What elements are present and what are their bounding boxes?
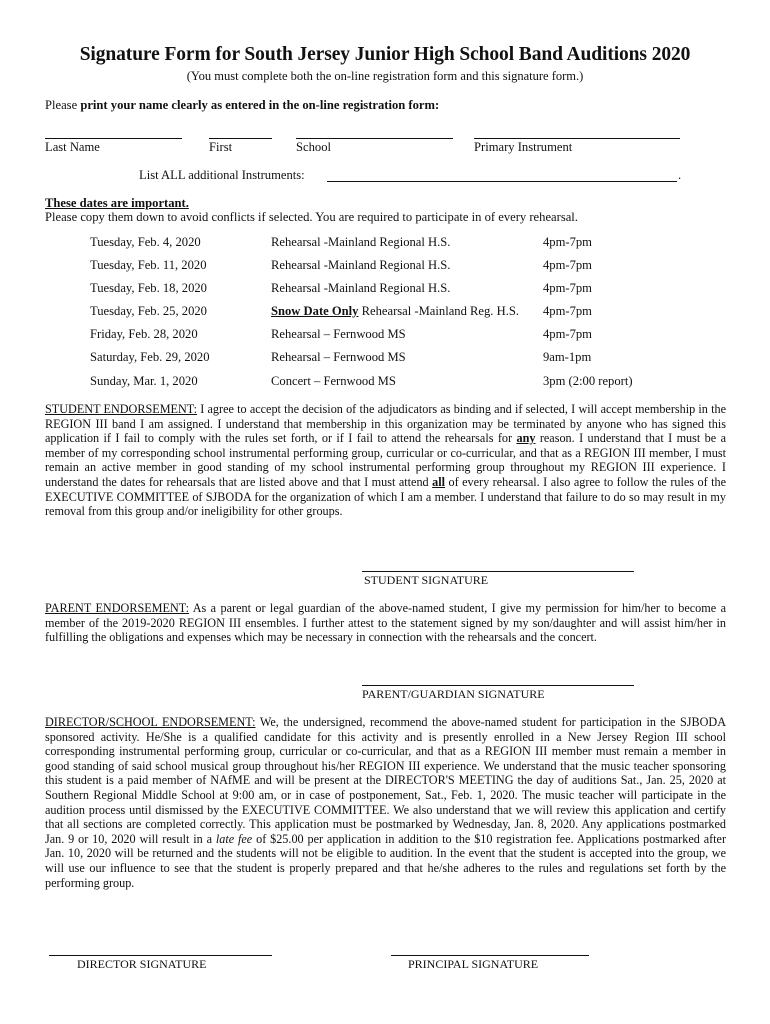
date-row-5-event: Rehearsal – Fernwood MS xyxy=(271,327,406,341)
school-field[interactable] xyxy=(296,138,453,139)
date-row-1-date: Tuesday, Feb. 4, 2020 xyxy=(90,235,201,249)
snow-date-label: Snow Date Only xyxy=(271,304,359,318)
date-row-3-event: Rehearsal -Mainland Regional H.S. xyxy=(271,281,451,295)
director-endorsement-label: DIRECTOR/SCHOOL ENDORSEMENT: xyxy=(45,715,256,729)
print-name-bold: print your name clearly as entered in the on-line registration form: xyxy=(80,98,440,112)
parent-endorsement-text xyxy=(45,601,726,645)
director-endorsement-part-2: of $25.00 per application in addition to the $10 registration fee. Applications postmarked after Jan. 10, 2020 will be returned and the students will not be eligible to audition. In the event that the student is accepted into the group, we will use our influence to see that the student is properly prepared and that he/she adheres to the rules and regulations set forth by the performing group. xyxy=(45,831,727,890)
student-endorsement-part-3: of every rehearsal. I also agree to follow the rules of the EXECUTIVE COMMITTEE of SJBODA for the organization of which I am a member. I understand that failure to do so may result in my removal from this group and/or ineligibility for other groups. xyxy=(45,474,727,519)
director-signature-field[interactable] xyxy=(49,955,272,956)
primary-instrument-label: Primary Instrument xyxy=(474,140,573,154)
dates-heading: These dates are important. xyxy=(45,196,189,210)
date-row-1-event: Rehearsal -Mainland Regional H.S. xyxy=(271,235,451,249)
date-row-5-date: Friday, Feb. 28, 2020 xyxy=(90,327,198,341)
date-row-7-time: 3pm (2:00 report) xyxy=(543,374,633,388)
dates-instruction: Please copy them down to avoid conflicts if selected. You are required to participate in of every rehearsal. xyxy=(45,210,578,224)
date-row-4-event-text: Rehearsal -Mainland Reg. H.S. xyxy=(358,304,520,318)
first-name-label: First xyxy=(209,140,233,154)
date-row-3-time: 4pm-7pm xyxy=(543,281,592,295)
school-label: School xyxy=(296,140,331,154)
additional-instruments-label: List ALL additional Instruments: xyxy=(139,168,305,182)
last-name-label: Last Name xyxy=(45,140,100,154)
student-endorsement-emph-any: any xyxy=(516,431,536,446)
student-endorsement-emph-all: all xyxy=(432,474,446,489)
date-row-6-time: 9am-1pm xyxy=(543,350,592,364)
parent-signature-label: PARENT/GUARDIAN SIGNATURE xyxy=(362,687,545,701)
date-row-3-date: Tuesday, Feb. 18, 2020 xyxy=(90,281,207,295)
date-row-4-time: 4pm-7pm xyxy=(543,304,592,318)
print-name-lead: Please xyxy=(45,98,81,112)
date-row-2-date: Tuesday, Feb. 11, 2020 xyxy=(90,258,207,272)
student-endorsement-part-2: reason. I understand that I must be a member of my corresponding school instrumental performing group, curricular or co-curricular, and that as a REGION III member, I must remain an active member in good standing of my school instrumental performing group throughout my REGION III experience. I understand the dates for rehearsals that are listed above and that I must attend xyxy=(45,431,726,489)
late-fee-emphasis: late fee xyxy=(215,831,253,846)
parent-signature-field[interactable] xyxy=(362,685,634,686)
student-endorsement-text xyxy=(45,402,726,519)
student-endorsement-label: STUDENT ENDORSEMENT: xyxy=(45,402,198,416)
director-signature-label: DIRECTOR SIGNATURE xyxy=(77,957,207,971)
page-subtitle: (You must complete both the on-line registration form and this signature form.) xyxy=(186,69,584,83)
additional-instruments-field[interactable] xyxy=(327,181,677,182)
director-endorsement-text xyxy=(45,715,726,890)
additional-instruments-end: . xyxy=(678,168,682,182)
page-title: Signature Form for South Jersey Junior High School Band Auditions 2020 xyxy=(79,44,691,65)
last-name-field[interactable] xyxy=(45,138,182,139)
principal-signature-field[interactable] xyxy=(391,955,589,956)
print-name-instruction xyxy=(45,98,439,113)
date-row-4-date: Tuesday, Feb. 25, 2020 xyxy=(90,304,207,318)
primary-instrument-field[interactable] xyxy=(474,138,680,139)
date-row-4-event xyxy=(271,304,519,319)
student-signature-field[interactable] xyxy=(362,571,634,572)
date-row-7-event: Concert – Fernwood MS xyxy=(271,374,396,388)
date-row-7-date: Sunday, Mar. 1, 2020 xyxy=(90,374,198,388)
date-row-2-time: 4pm-7pm xyxy=(543,258,592,272)
first-name-field[interactable] xyxy=(209,138,272,139)
date-row-1-time: 4pm-7pm xyxy=(543,235,592,249)
student-endorsement-part-1: I agree to accept the decision of the adjudicators as binding and if selected, I will accept membership in the REGION III band I am assigned. I understand that membership in this organization may be terminated by anyone who has signed this application if I fail to comply with the rules set forth, or if I fail to attend the rehearsals for xyxy=(45,402,727,446)
director-endorsement-part-1: We, the undersigned, recommend the above-named student for participation in the SJBODA sponsored activity. He/She is a qualified candidate for this activity and is presently enrolled in a New Jersey Region III school corresponding instrumental performing group, curricular or co-curricular, and that as a REGION III member must remain a member in good standing of said school musical group throughout his/her REGION III experience. We understand that the music teacher sponsoring this student is a paid member of NAfME and will be present at the DIRECTOR'S MEETING the day of auditions Sat., Jan. 25, 2020 at Southern Regional Middle School at 9:00 am, or in case of postponement, Sat., Feb. 1, 2020. The music teacher will participate in the audition process until dismissed by the EXECUTIVE COMMITTEE. We also understand that we will review this application and certify that all sections are completed correctly. This application must be postmarked by Wednesday, Jan. 8, 2020. Any applications postmarked Jan. 9 or 10, 2020 will result in a xyxy=(45,715,726,846)
date-row-5-time: 4pm-7pm xyxy=(543,327,592,341)
parent-endorsement-label: PARENT ENDORSEMENT: xyxy=(45,601,189,615)
parent-endorsement-body: As a parent or legal guardian of the above-named student, I give my permission for him/her to become a member of the 2019-2020 REGION III ensembles. I further attest to the statement signed by my son/daughter and will assist him/her in fulfilling the obligations and expenses which may be necessary in connection with the rehearsals and the concert. xyxy=(45,601,726,645)
date-row-2-event: Rehearsal -Mainland Regional H.S. xyxy=(271,258,451,272)
student-signature-label: STUDENT SIGNATURE xyxy=(364,573,489,587)
date-row-6-event: Rehearsal – Fernwood MS xyxy=(271,350,406,364)
principal-signature-label: PRINCIPAL SIGNATURE xyxy=(408,957,539,971)
date-row-6-date: Saturday, Feb. 29, 2020 xyxy=(90,350,210,364)
